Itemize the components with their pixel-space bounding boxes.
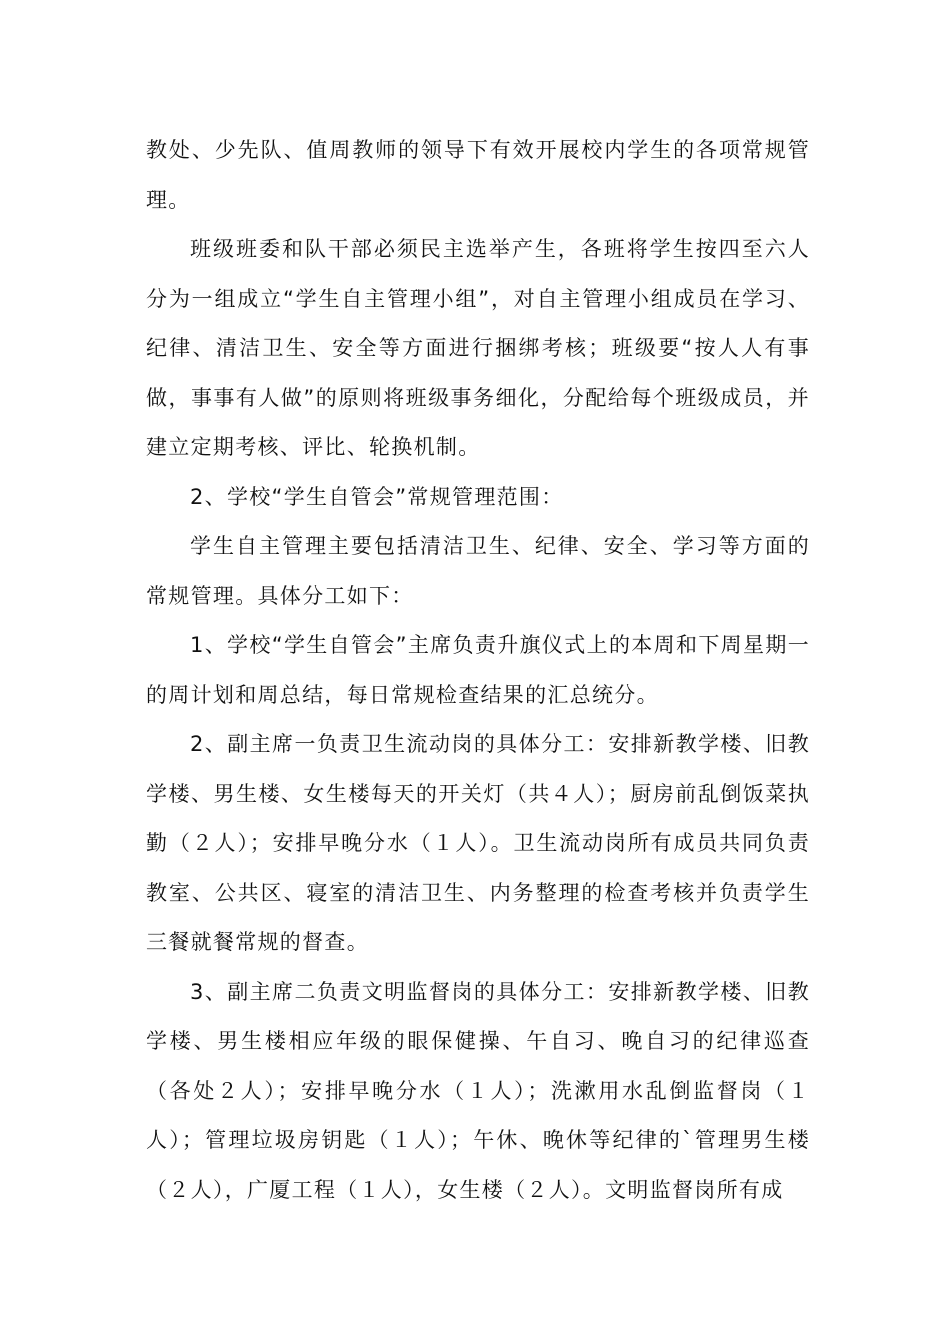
document-body [146,126,810,1215]
paragraph-chairman-duty: 1、学校“学生自管会”主席负责升旗仪式上的本周和下周星期一的周计划和周总结，每日常规检查结果的汇总统分。 [146,633,810,707]
paragraph-class-committee: 班级班委和队干部必须民主选举产生，各班将学生按四至六人分为一组成立“学生自主管理小组”，对自主管理小组成员在学习、纪律、清洁卫生、安全等方面进行捆绑考核；班级要“按人人有事做，事事有人做”的原则将班级事务细化，分配给每个班级成员，并建立定期考核、评比、轮换机制。 [146,237,810,459]
paragraph-vice-chairman-two: 3、副主席二负责文明监督岗的具体分工：安排新教学楼、旧教学楼、男生楼相应年级的眼保健操、午自习、晚自习的纪律巡查（各处２人）；安排早晚分水（１人）；洗漱用水乱倒监督岗（１人）；管理垃圾房钥匙（１人）；午休、晚休等纪律的`管理男生楼（２人），广厦工程（１人），女生楼（２人）。文明监督岗所有成 [146,979,810,1202]
paragraph-scope-heading: 2、学校“学生自管会”常规管理范围： [190,484,564,509]
paragraph-continuation: 教处、少先队、值周教师的领导下有效开展校内学生的各项常规管理。 [146,138,810,212]
paragraph-scope-summary: 学生自主管理主要包括清洁卫生、纪律、安全、学习等方面的常规管理。具体分工如下： [146,534,810,608]
paragraph-vice-chairman-one: 2、副主席一负责卫生流动岗的具体分工：安排新教学楼、旧教学楼、男生楼、女生楼每天的开关灯（共４人）；厨房前乱倒饭菜执勤（２人）；安排早晚分水（１人）。卫生流动岗所有成员共同负责教室、公共区、寝室的清洁卫生、内务整理的检查考核并负责学生三餐就餐常规的督查。 [146,732,810,954]
